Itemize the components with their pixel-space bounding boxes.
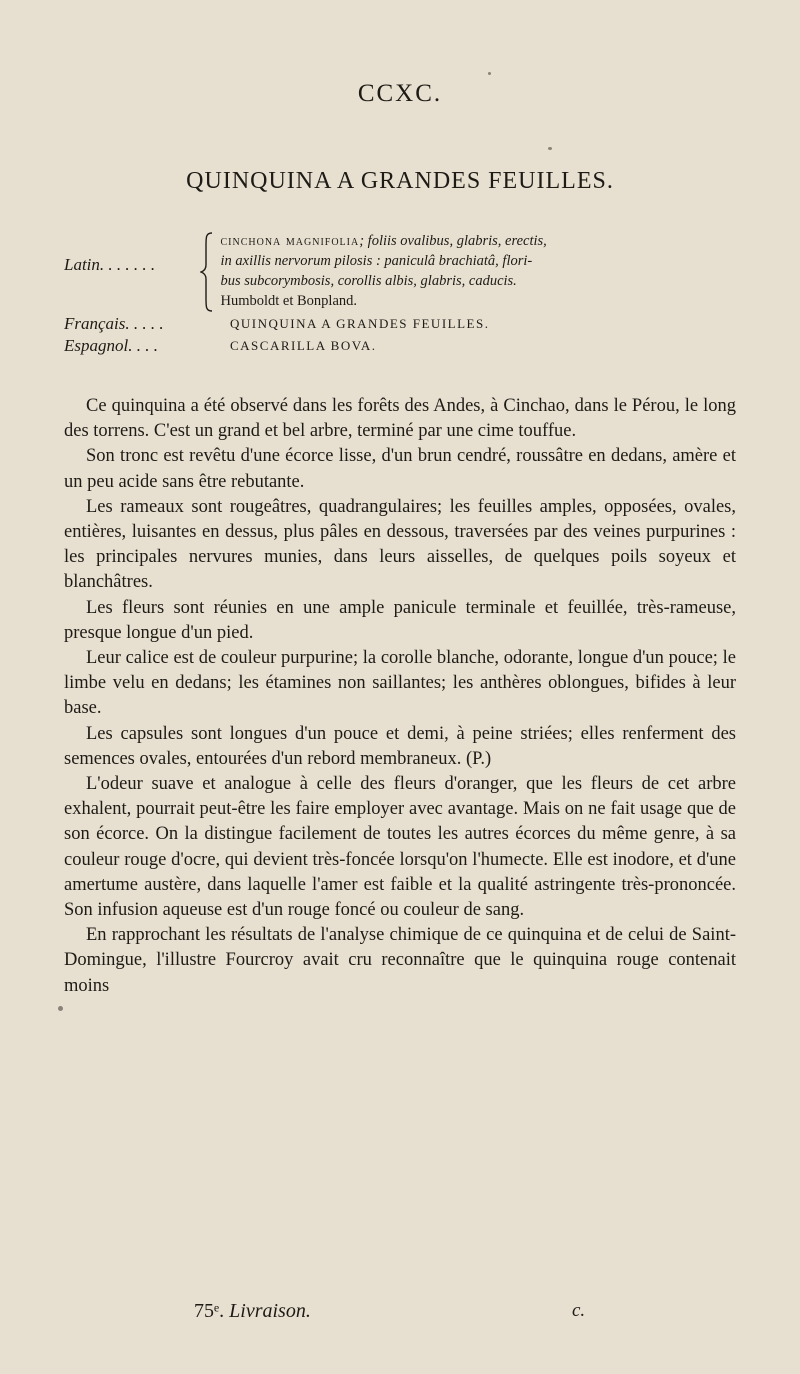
latin-line: bus subcorymbosis, corollis albis, glabris, caducis.	[220, 273, 517, 289]
vernacular-names-block	[64, 231, 744, 357]
body-text	[64, 394, 736, 999]
paragraph: En rapprochant les résultats de l'analyse chimique de ce quinquina et de celui de Saint-Domingue, l'illustre Fourcroy avait cru reconnaître que le quinquina rouge contenait moins	[64, 925, 736, 996]
page-footer	[0, 1300, 800, 1330]
french-name: QUINQUINA A GRANDES FEUILLES.	[230, 316, 490, 331]
paragraph: Leur calice est de couleur purpurine; la corolle blanche, odorante, longue d'un pouce; le limbe velu en dedans; les étamines non saillantes; les anthères oblongues, bifides à leur base.	[64, 648, 736, 719]
page-number: CCXC.	[357, 80, 443, 107]
page-title: QUINQUINA A GRANDES FEUILLES.	[186, 168, 614, 194]
french-name-row	[64, 313, 744, 335]
paragraph: Ce quinquina a été observé dans les forêts des Andes, à Cinchao, dans le Pérou, le long des torrens. C'est un grand et bel arbre, terminé par une cime touffue.	[64, 396, 736, 442]
latin-name-row	[64, 231, 744, 313]
paragraph: Les fleurs sont réunies en une ample panicule terminale et feuillée, très-rameuse, presque longue d'un pied.	[64, 597, 736, 643]
paper-speck	[488, 72, 491, 75]
latin-line: cinchona magnifolia; foliis ovalibus, glabris, erectis,	[220, 233, 547, 249]
paper-speck	[548, 147, 552, 150]
latin-label: Latin. . . . . . .	[64, 255, 156, 274]
spanish-label: Espagnol. . . .	[64, 336, 158, 355]
signature-letter: c.	[572, 1300, 586, 1321]
paragraph: Les capsules sont longues d'un pouce et demi, à peine striées; elles renferment des semences ovales, entourées d'un rebord membraneux. (P.)	[64, 723, 736, 769]
latin-authority: Humboldt et Bonpland.	[220, 293, 358, 309]
spanish-name: CASCARILLA BOVA.	[230, 338, 377, 353]
latin-line: in axillis nervorum pilosis : paniculâ brachiatâ, flori-	[220, 253, 533, 269]
brace-icon	[200, 231, 214, 313]
spanish-name-row	[64, 335, 744, 357]
signature-mark	[194, 1300, 311, 1323]
french-label: Français. . . . .	[64, 314, 164, 333]
latin-description	[220, 231, 744, 311]
signature-text: Livraison.	[229, 1300, 311, 1322]
paragraph: Les rameaux sont rougeâtres, quadrangulaires; les feuilles amples, opposées, ovales, entières, luisantes en dessus, plus pâles en dessous, traversées par des veines purpurines : les principales nervures munies, dans leurs aisselles, de quelques poils soyeux et blanchâtres.	[64, 496, 736, 593]
paragraph: L'odeur suave et analogue à celle des fleurs d'oranger, que les fleurs de cet arbre exhalent, pourrait peut-être les faire employer avec avantage. Mais on ne fait usage que de son écorce. On la distingue facilement de toutes les autres écorces du même genre, à sa couleur rouge d'ocre, qui devient très-foncée lorsqu'on l'humecte. Elle est inodore, et d'une amertume austère, dans laquelle l'amer est faible et la qualité astringente très-prononcée. Son infusion aqueuse est d'un rouge foncé ou couleur de sang.	[64, 774, 736, 921]
genus-species-name: cinchona magnifolia	[220, 233, 360, 249]
paragraph: Son tronc est revêtu d'une écorce lisse, d'un brun cendré, roussâtre en dedans, amère et un peu acide sans être rebutante.	[64, 446, 736, 492]
signature-number: 75ᵉ.	[194, 1300, 225, 1322]
paper-speck	[58, 1006, 63, 1011]
